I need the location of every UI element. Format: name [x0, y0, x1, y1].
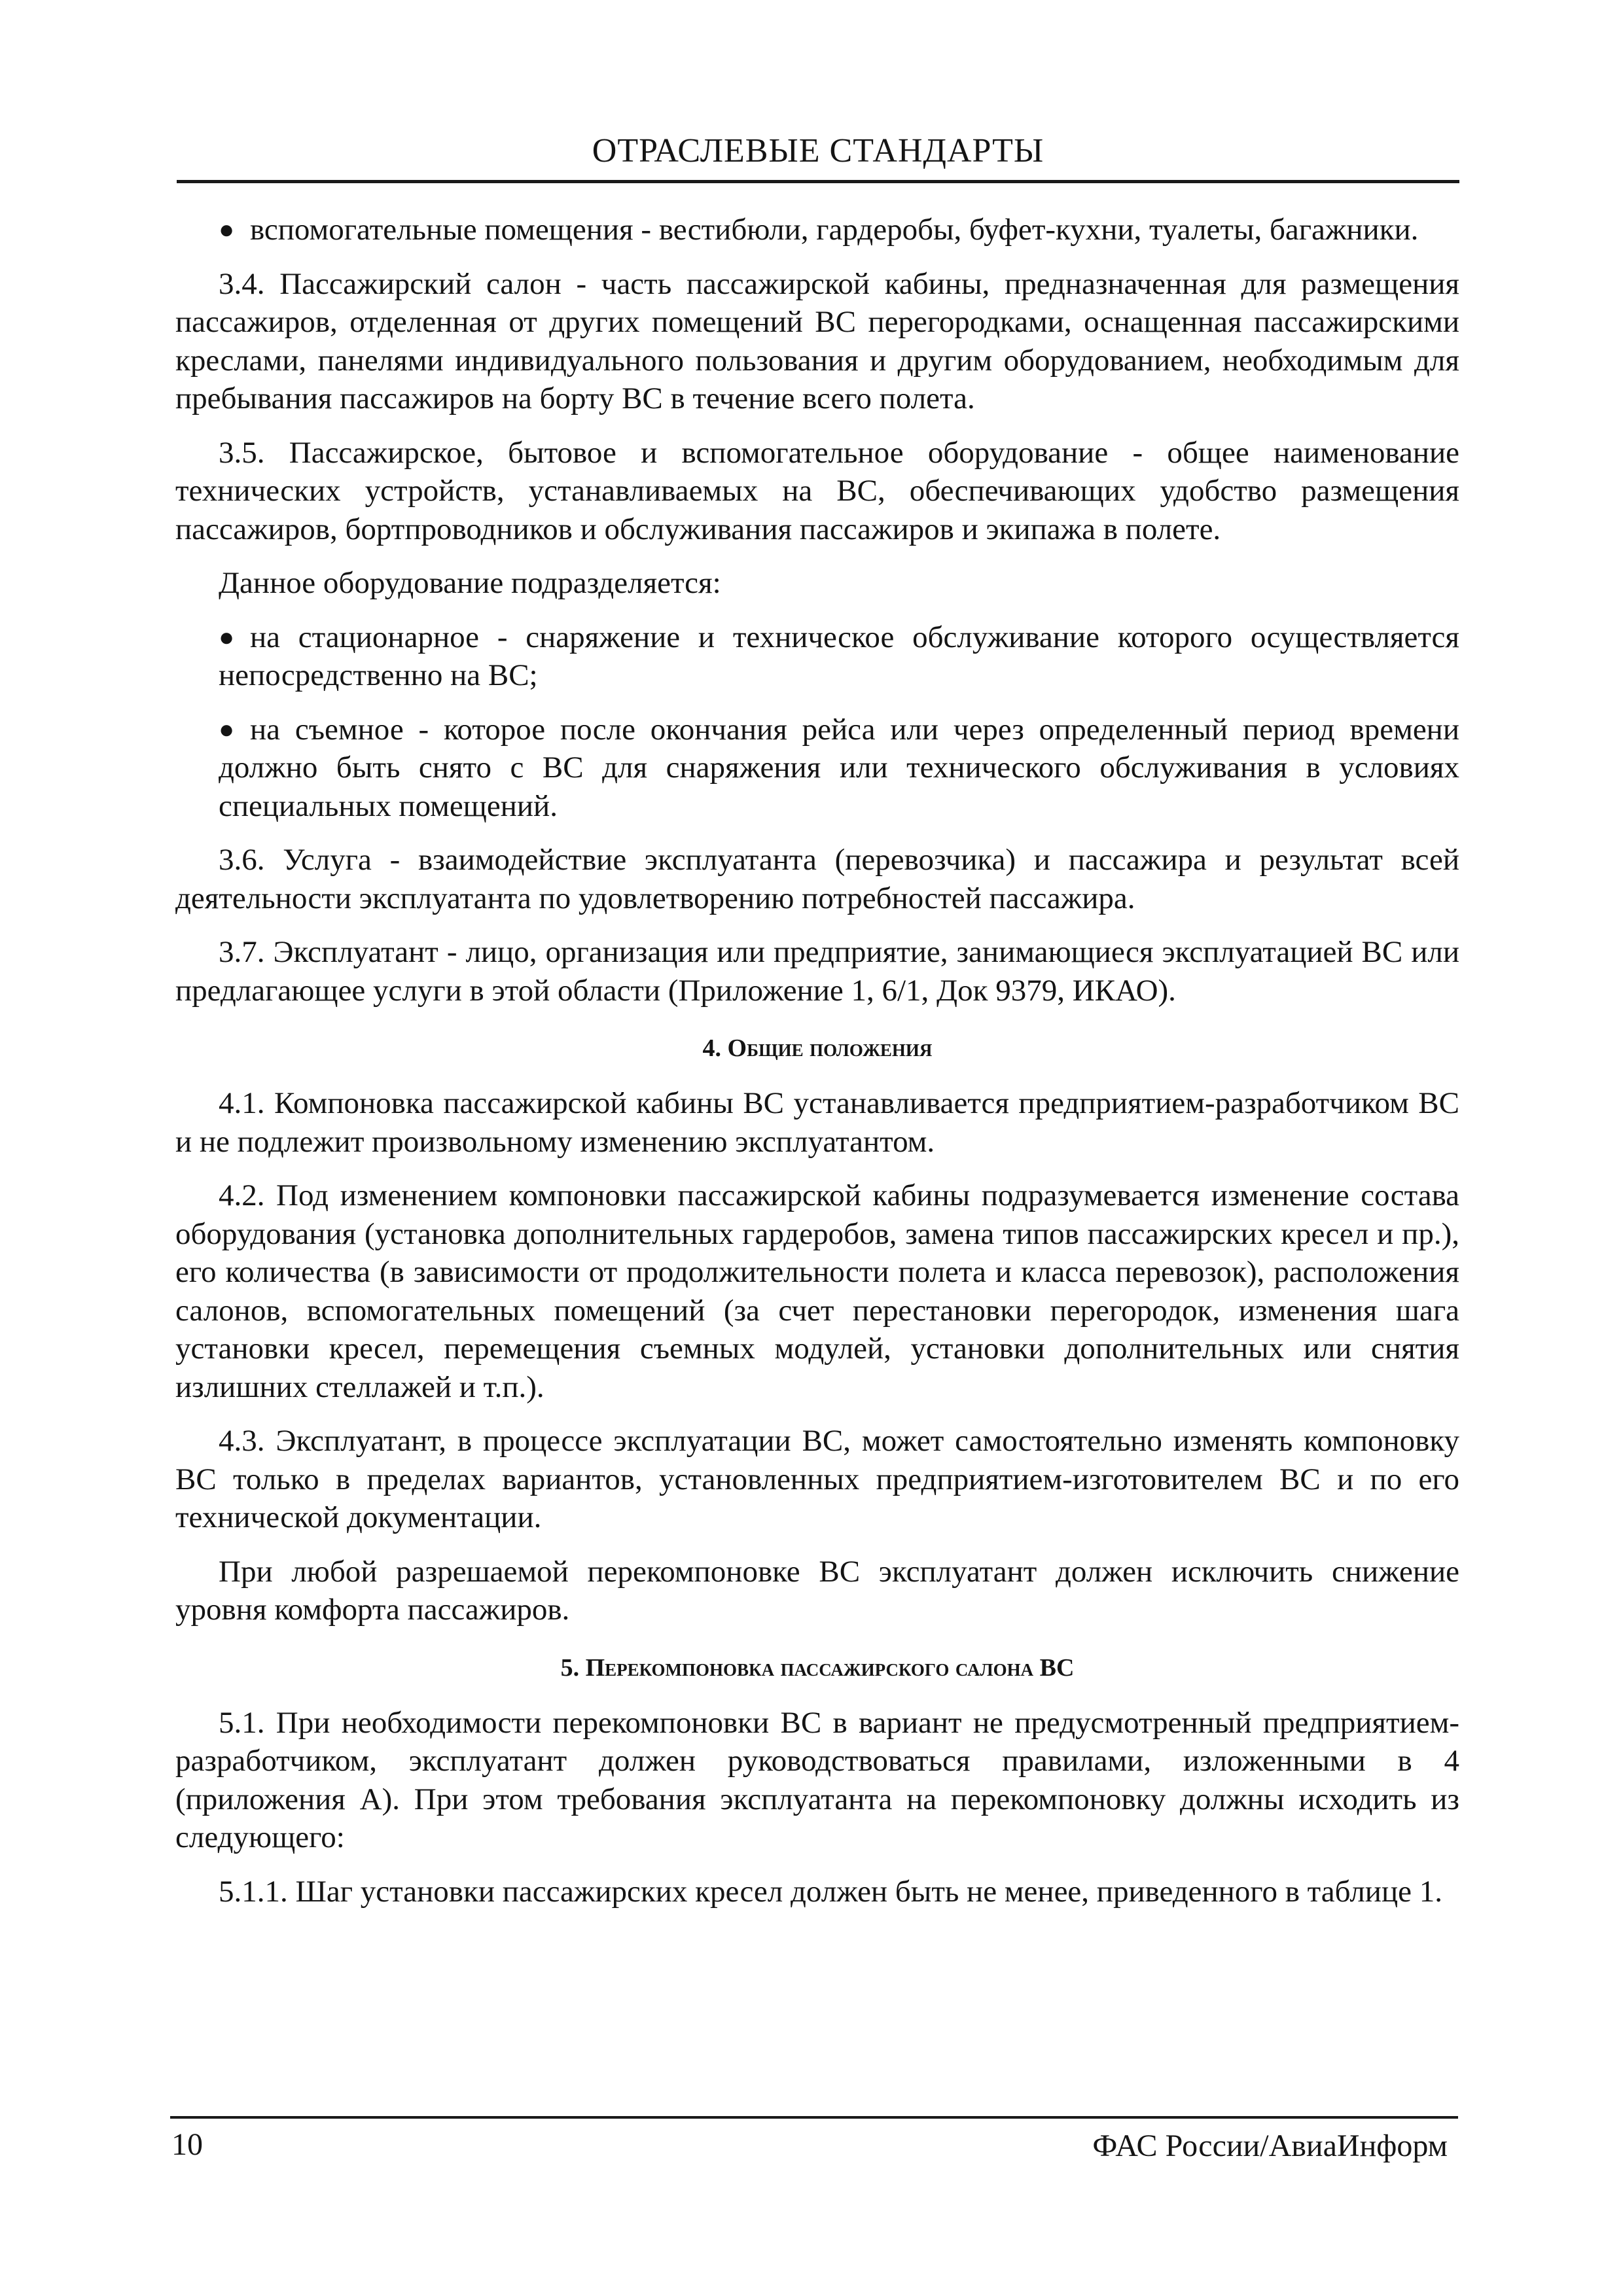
document-body [175, 211, 1459, 1926]
list-item-stationary [175, 618, 1459, 695]
running-header: ОТРАСЛЕВЫЕ СТАНДАРТЫ [592, 132, 1044, 169]
paragraph-3-4: 3.4. Пассажирский салон - часть пассажирской кабины, предназначенная для размещения пассажиров, отделенная от других помещений ВС перегородками, оснащенная пассажирскими креслами, панелями индивидуального пользования и другим оборудованием, необходимым для пребывания пассажиров на борту ВС в течение всего полета. [175, 266, 1459, 415]
paragraph-equipment-division: Данное оборудование подразделяется: [219, 566, 721, 600]
paragraph-4-1: 4.1. Компоновка пассажирской кабины ВС устанавливается предприятием-разработчиком ВС и не подлежит произвольному изменению эксплуатантом. [175, 1086, 1459, 1159]
list-item-removable [175, 711, 1459, 826]
bullet-dot-icon: ● [219, 714, 235, 744]
paragraph-5-1-1: 5.1.1. Шаг установки пассажирских кресел должен быть не менее, приведенного в таблице 1. [219, 1874, 1442, 1909]
paragraph-3-6: 3.6. Услуга - взаимодействие эксплуатанта (перевозчика) и пассажира и результат всей деятельности эксплуатанта по удовлетворению потребностей пассажира. [175, 843, 1459, 915]
list-item-text: на стационарное - снаряжение и техническое обслуживание которого осуществляется непосредственно на ВС; [219, 620, 1459, 692]
footer-source: ФАС России/АвиаИнформ [1092, 2128, 1448, 2163]
page-number: 10 [171, 2127, 203, 2162]
list-item-text: вспомогательные помещения - вестибюли, гардеробы, буфет-кухни, туалеты, багажники. [250, 213, 1419, 247]
bullet-dot-icon: ● [219, 215, 235, 244]
list-item-auxiliary-rooms [175, 211, 1459, 249]
paragraph-4-2: 4.2. Под изменением компоновки пассажирской кабины подразумевается изменение состава оборудования (установка дополнительных гардеробов, замена типов пассажирских кресел и пр.), его количества (в зависимости от продолжительности полета и класса перевозок), расположения салонов, вспомогательных помещений (за счет перестановки перегородок, изменения шага установки кресел, перемещения съемных модулей, установки дополнительных или снятия излишних стеллажей и т.п.). [175, 1178, 1459, 1404]
paragraph-5-1: 5.1. При необходимости перекомпоновки ВС в вариант не предусмотренный предприятием-разработчиком, эксплуатант должен руководствоваться правилами, изложенными в 4 (приложения А). При этом требования эксплуатанта на перекомпоновку должны исходить из следующего: [175, 1705, 1459, 1854]
bullet-dot-icon: ● [219, 622, 235, 652]
paragraph-3-5: 3.5. Пассажирское, бытовое и вспомогательное оборудование - общее наименование технических устройств, устанавливаемых на ВС, обеспечивающих удобство размещения пассажиров, бортпроводников и обслуживания пассажиров и экипажа в полете. [175, 435, 1459, 546]
section-heading-5: 5. Перекомпоновка пассажирского салона ВС [560, 1653, 1075, 1682]
paragraph-4-3: 4.3. Эксплуатант, в процессе эксплуатации ВС, может самостоятельно изменять компоновку ВС только в пределах вариантов, установленных предприятием-изготовителем ВС и по его технической документации. [175, 1424, 1459, 1534]
paragraph-4-3-comfort: При любой разрешаемой перекомпоновке ВС эксплуатант должен исключить снижение уровня комфорта пассажиров. [175, 1554, 1459, 1627]
list-item-text: на съемное - которое после окончания рейса или через определенный период времени должно быть снято с ВС для снаряжения или технического обслуживания в условиях специальных помещений. [219, 712, 1459, 823]
section-heading-4: 4. Общие положения [702, 1034, 933, 1062]
header-divider [177, 180, 1459, 183]
paragraph-3-7: 3.7. Эксплуатант - лицо, организация или предприятие, занимающиеся эксплуатацией ВС или предлагающее услуги в этой области (Приложение 1, 6/1, Док 9379, ИКАО). [175, 935, 1459, 1008]
footer-divider [170, 2116, 1458, 2119]
